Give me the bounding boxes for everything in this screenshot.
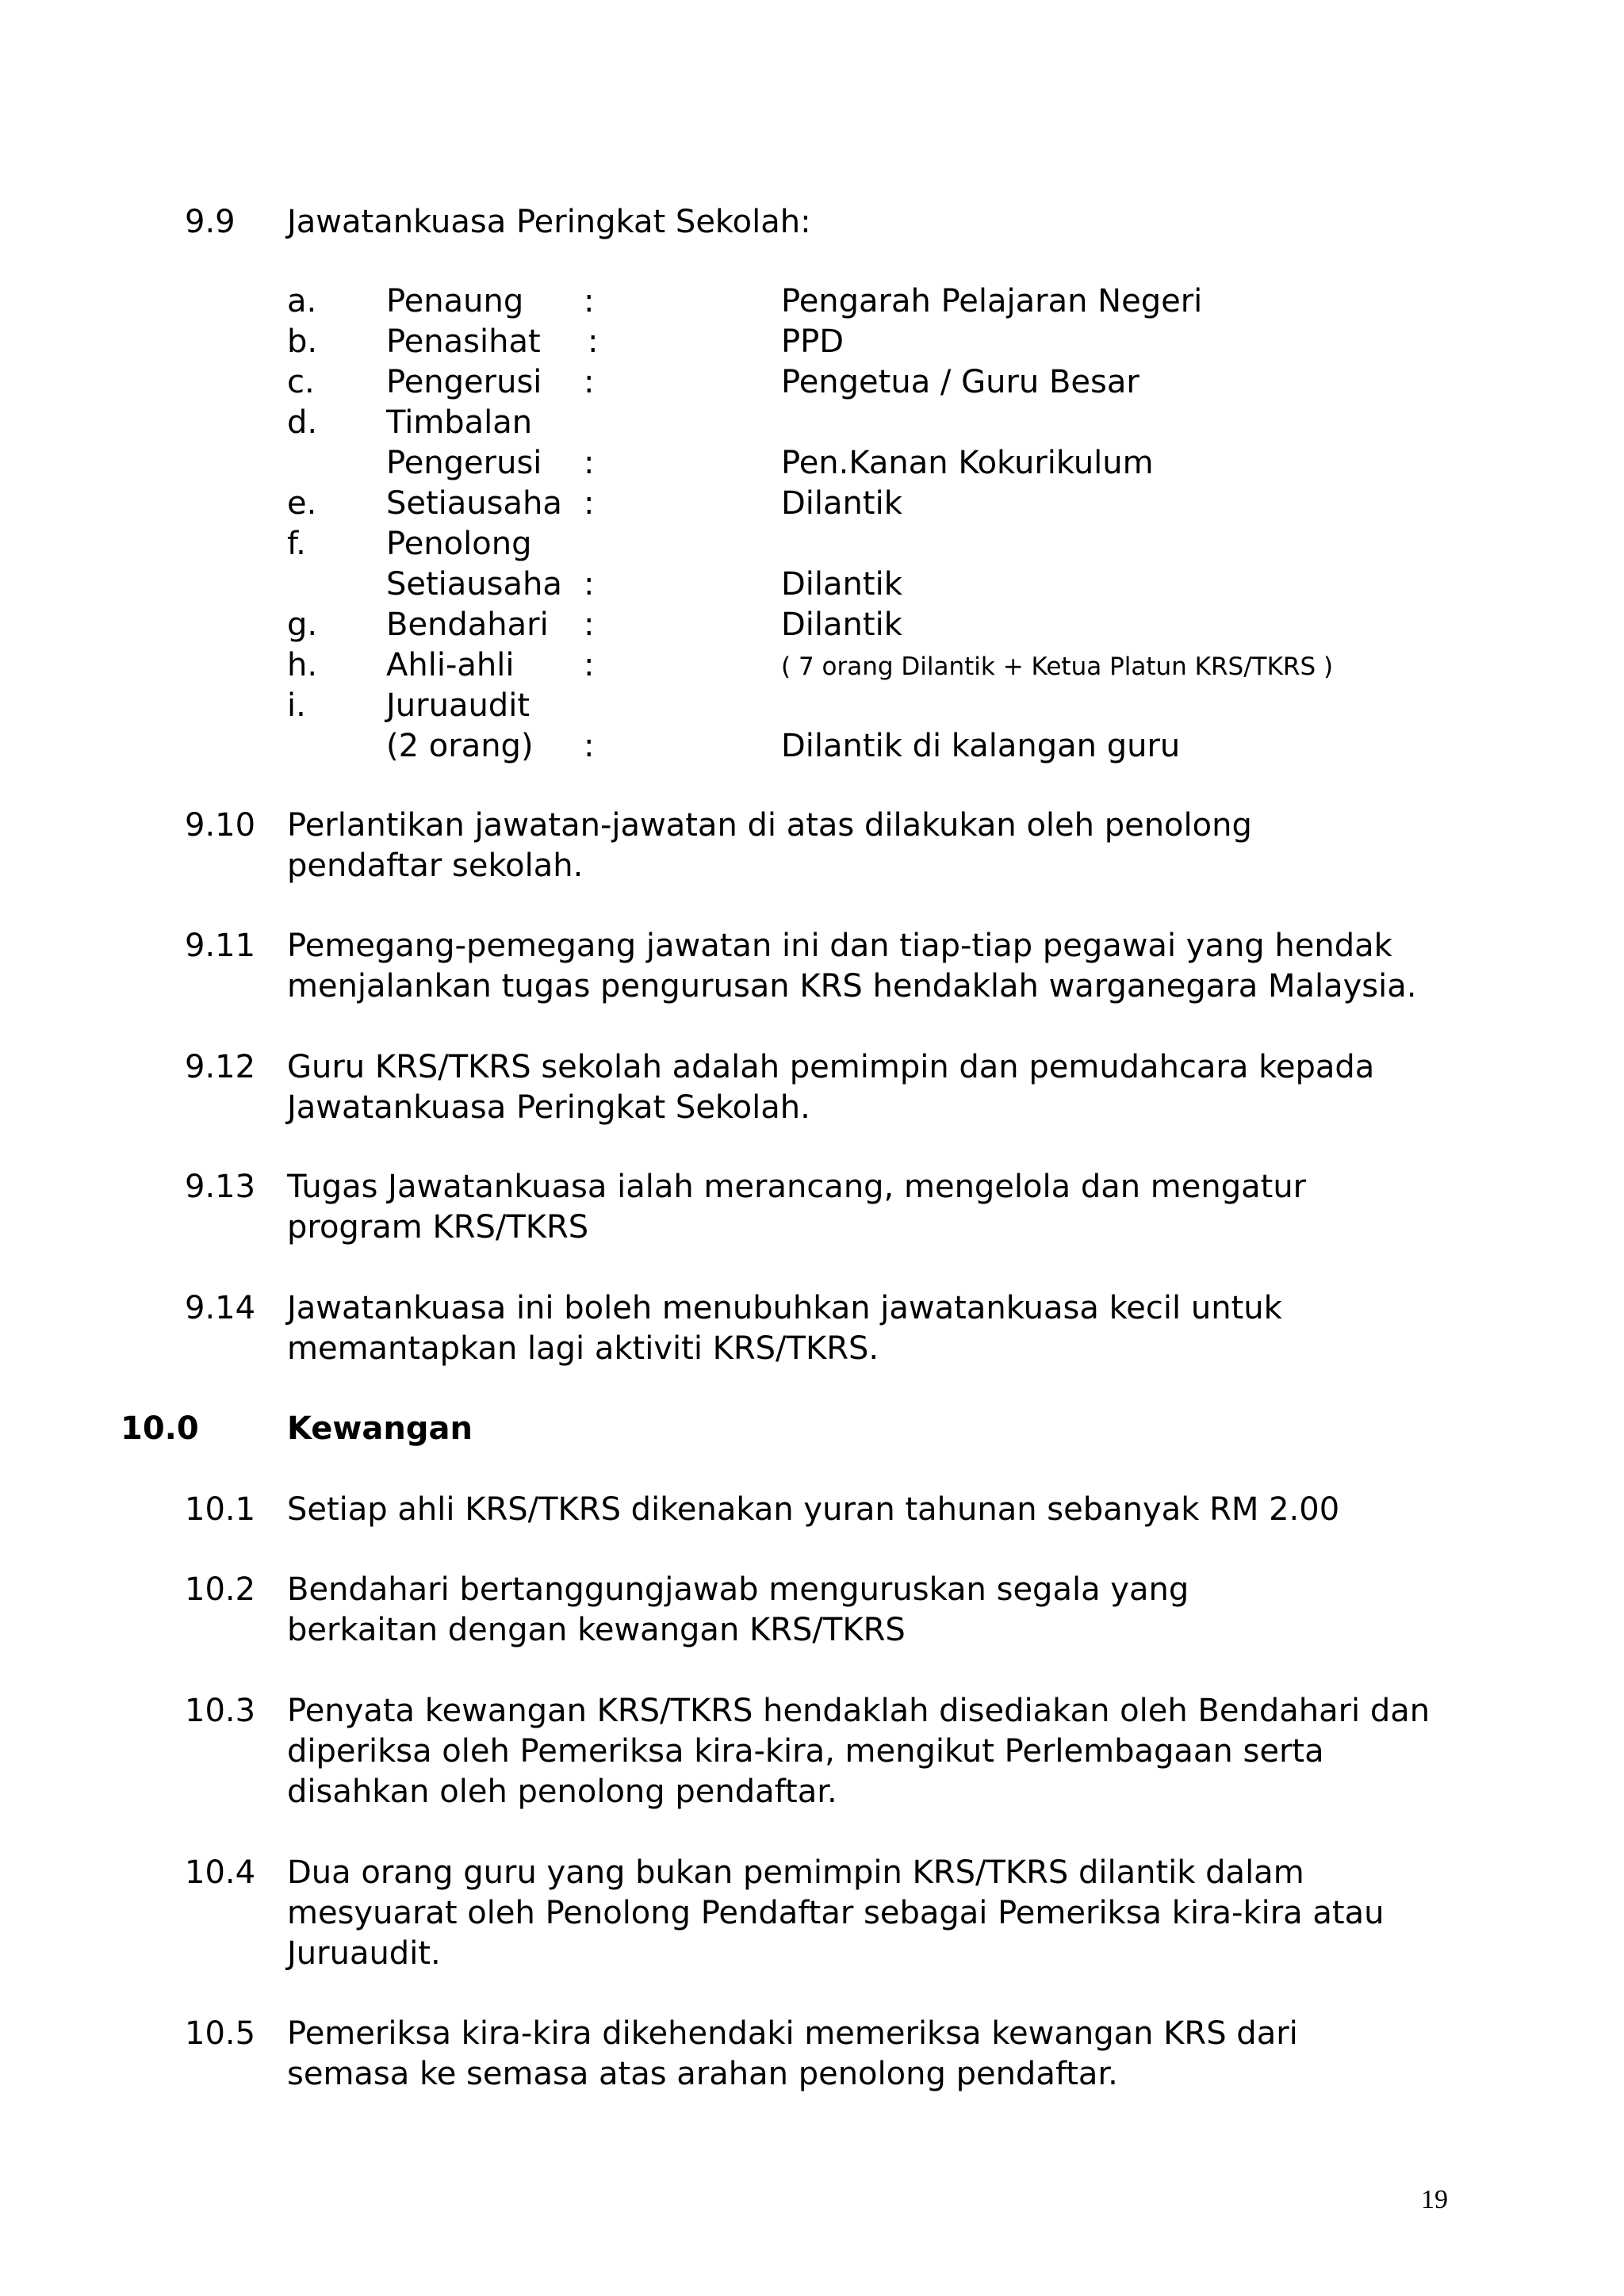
member-role-a: Penaung <box>386 283 524 320</box>
member-letter-e: e. <box>287 485 317 522</box>
member-letter-f: f. <box>287 526 306 562</box>
section-text-9-12-line2: Jawatankuasa Peringkat Sekolah. <box>287 1089 810 1126</box>
member-role-g: Bendahari <box>386 607 549 643</box>
member-role-d-line2: Pengerusi <box>386 445 542 481</box>
member-colon-c: : <box>584 364 595 400</box>
member-value-c: Pengetua / Guru Besar <box>781 364 1139 400</box>
section-text-10-4-line2: mesyuarat oleh Penolong Pendaftar sebagai Pemeriksa kira-kira atau <box>287 1895 1385 1931</box>
member-role-b: Penasihat <box>386 323 541 360</box>
member-role-f-line2: Setiausaha <box>386 566 562 603</box>
heading-number-10-0: 10.0 <box>121 1410 199 1447</box>
section-text-9-10-line2: pendaftar sekolah. <box>287 848 584 884</box>
member-colon-e: : <box>584 485 595 522</box>
section-text-9-14-line2: memantapkan lagi aktiviti KRS/TKRS. <box>287 1330 879 1367</box>
section-number-9-10: 9.10 <box>185 807 256 844</box>
section-text-9-11-line1: Pemegang-pemegang jawatan ini dan tiap-tiap pegawai yang hendak <box>287 928 1392 964</box>
member-role-i-line2: (2 orang) <box>386 728 534 764</box>
member-role-i: Juruaudit <box>386 687 530 724</box>
member-letter-b: b. <box>287 323 318 360</box>
section-number-10-1: 10.1 <box>185 1491 256 1528</box>
section-text-10-3-line2: diperiksa oleh Pemeriksa kira-kira, mengikut Perlembagaan serta <box>287 1733 1324 1770</box>
section-text-10-5-line1: Pemeriksa kira-kira dikehendaki memeriksa kewangan KRS dari <box>287 2015 1298 2052</box>
member-role-c: Pengerusi <box>386 364 542 400</box>
section-number-9-11: 9.11 <box>185 928 256 964</box>
member-colon-b: : <box>588 323 599 360</box>
member-value-e: Dilantik <box>781 485 902 522</box>
section-number-10-4: 10.4 <box>185 1854 256 1891</box>
member-role-e: Setiausaha <box>386 485 562 522</box>
section-text-10-1-line1: Setiap ahli KRS/TKRS dikenakan yuran tahunan sebanyak RM 2.00 <box>287 1491 1340 1528</box>
member-letter-d: d. <box>287 404 318 441</box>
member-colon-i: : <box>584 728 595 764</box>
member-colon-h: : <box>584 647 595 683</box>
member-value-d: Pen.Kanan Kokurikulum <box>781 445 1154 481</box>
heading-title-kewangan: Kewangan <box>287 1410 473 1447</box>
section-text-10-5-line2: semasa ke semasa atas arahan penolong pendaftar. <box>287 2056 1118 2092</box>
member-value-h: ( 7 orang Dilantik + Ketua Platun KRS/TKRS ) <box>781 652 1334 681</box>
member-role-h: Ahli-ahli <box>386 647 515 683</box>
section-title-9-9: Jawatankuasa Peringkat Sekolah: <box>287 204 811 240</box>
section-number-10-3: 10.3 <box>185 1693 256 1729</box>
section-number-10-5: 10.5 <box>185 2015 256 2052</box>
section-number-10-2: 10.2 <box>185 1571 256 1608</box>
section-text-9-10-line1: Perlantikan jawatan-jawatan di atas dilakukan oleh penolong <box>287 807 1252 844</box>
section-text-10-4-line1: Dua orang guru yang bukan pemimpin KRS/TKRS dilantik dalam <box>287 1854 1304 1891</box>
member-value-i: Dilantik di kalangan guru <box>781 728 1181 764</box>
member-letter-h: h. <box>287 647 318 683</box>
section-text-9-13-line1: Tugas Jawatankuasa ialah merancang, mengelola dan mengatur <box>287 1169 1307 1205</box>
member-letter-i: i. <box>287 687 306 724</box>
member-colon-a: : <box>584 283 595 320</box>
page-number: 19 <box>1421 2185 1448 2214</box>
member-colon-g: : <box>584 607 595 643</box>
section-text-10-3-line3: disahkan oleh penolong pendaftar. <box>287 1774 837 1810</box>
member-letter-g: g. <box>287 607 318 643</box>
member-role-f: Penolong <box>386 526 532 562</box>
section-text-9-14-line1: Jawatankuasa ini boleh menubuhkan jawatankuasa kecil untuk <box>287 1290 1282 1326</box>
section-text-10-4-line3: Juruaudit. <box>287 1935 441 1972</box>
member-value-g: Dilantik <box>781 607 902 643</box>
section-number-9-12: 9.12 <box>185 1049 256 1085</box>
section-text-10-2-line2: berkaitan dengan kewangan KRS/TKRS <box>287 1612 906 1648</box>
section-text-9-13-line2: program KRS/TKRS <box>287 1209 589 1246</box>
member-colon-d: : <box>584 445 595 481</box>
section-text-9-11-line2: menjalankan tugas pengurusan KRS hendaklah warganegara Malaysia. <box>287 968 1417 1004</box>
section-number-9-14: 9.14 <box>185 1290 256 1326</box>
section-number-9-9: 9.9 <box>185 204 236 240</box>
member-value-f: Dilantik <box>781 566 902 603</box>
member-value-b: PPD <box>781 323 845 360</box>
member-role-d: Timbalan <box>386 404 533 441</box>
section-number-9-13: 9.13 <box>185 1169 256 1205</box>
member-letter-a: a. <box>287 283 317 320</box>
member-value-a: Pengarah Pelajaran Negeri <box>781 283 1203 320</box>
member-colon-f: : <box>584 566 595 603</box>
section-text-10-2-line1: Bendahari bertanggungjawab menguruskan segala yang <box>287 1571 1189 1608</box>
section-text-10-3-line1: Penyata kewangan KRS/TKRS hendaklah disediakan oleh Bendahari dan <box>287 1693 1431 1729</box>
section-text-9-12-line1: Guru KRS/TKRS sekolah adalah pemimpin dan pemudahcara kepada <box>287 1049 1375 1085</box>
member-letter-c: c. <box>287 364 315 400</box>
